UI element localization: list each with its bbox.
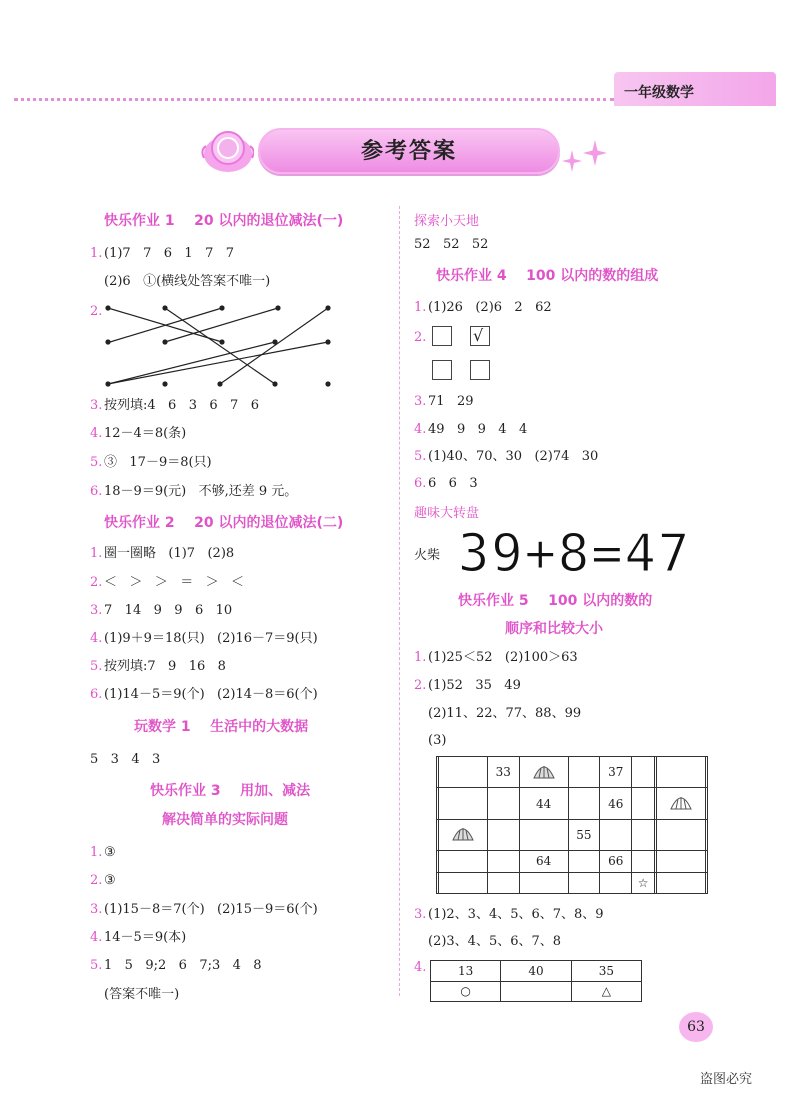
grid-cell: 44: [519, 788, 568, 819]
q-number: 6.: [414, 476, 427, 491]
hw5-q2c: (3): [428, 733, 447, 748]
q4-cell: 35: [571, 961, 641, 982]
q-number: 3.: [414, 907, 427, 922]
q-number: 1.: [90, 845, 103, 860]
q-number: 2.: [90, 575, 103, 590]
hw5-q2b: (2)11、22、77、88、99: [428, 706, 582, 721]
column-divider: [399, 206, 400, 996]
hw3-q2: ③: [104, 873, 116, 888]
hw1-q4: 12－4＝8(条): [104, 426, 187, 441]
grid-cell: 55: [568, 819, 600, 850]
q-number: 2.: [414, 678, 427, 693]
star-icon: ☆: [632, 872, 655, 893]
q-number: 5.: [90, 659, 103, 674]
q-number: 3.: [414, 394, 427, 409]
grid-cell: 66: [600, 851, 632, 872]
header-dotted-line: [14, 98, 614, 101]
hw1-q1b: (2)6 ①(横线处答案不唯一): [104, 274, 271, 289]
answer-box: [470, 360, 490, 380]
q-number: 4.: [414, 960, 427, 975]
hw3-q5: 1 5 9;2 6 7;3 4 8: [104, 958, 262, 973]
q-number: 3.: [90, 603, 103, 618]
grid-cell-shell: [438, 819, 487, 850]
hw4-q1: (1)26 (2)6 2 62: [428, 300, 552, 315]
play1-answer: 5 3 4 3: [90, 752, 161, 767]
hw5-q2a: (1)52 35 49: [428, 678, 521, 693]
matchstick-equation: 39+8=47: [458, 524, 692, 584]
hw4-q3: 71 29: [428, 394, 474, 409]
hw3-title: 快乐作业 3 用加、减法: [150, 783, 311, 799]
hw5-q3a: (1)2、3、4、5、6、7、8、9: [428, 907, 604, 922]
answer-box: [432, 360, 452, 380]
hw2-q6: (1)14－5＝9(个) (2)14－8＝6(个): [104, 687, 318, 702]
grid-cell: 64: [519, 851, 568, 872]
q-number: 6.: [90, 687, 103, 702]
circle-icon: ○: [431, 981, 501, 1002]
hw3-title-line2: 解决简单的实际问题: [162, 812, 288, 828]
hw4-q4: 49 9 9 4 4: [428, 422, 528, 437]
hw3-q4: 14－5＝9(本): [104, 930, 187, 945]
q-number: 4.: [90, 930, 103, 945]
page-title: 参考答案: [360, 139, 457, 164]
sparkle-icon: [583, 140, 607, 166]
q-number: 5.: [90, 455, 103, 470]
q-number: 3.: [90, 398, 103, 413]
hw4-q5: (1)40、70、30 (2)74 30: [428, 449, 599, 464]
q-number: 1.: [90, 246, 103, 261]
sparkle-icon: [562, 150, 582, 172]
hw3-q3: (1)15－8＝7(个) (2)15－9＝6(个): [104, 902, 318, 917]
q-number: 4.: [90, 426, 103, 441]
explore-answer: 52 52 52: [414, 237, 489, 252]
q-number: 2.: [414, 330, 427, 345]
hw5-title: 快乐作业 5 100 以内的数的: [458, 593, 653, 609]
shell-icon: [669, 793, 693, 811]
hw1-q6: 18－9＝9(元) 不够,还差 9 元。: [104, 484, 298, 499]
triangle-icon: △: [571, 981, 641, 1002]
hw3-note: (答案不唯一): [104, 987, 180, 1002]
q-number: 2.: [90, 304, 103, 319]
hw5-title-line2: 顺序和比较大小: [505, 621, 603, 637]
hw5-q3b: (2)3、4、5、6、7、8: [428, 934, 562, 949]
fun-label: 火柴: [414, 548, 441, 563]
header-subject: 一年级数学: [624, 85, 694, 101]
q-number: 4.: [414, 422, 427, 437]
q-number: 1.: [414, 300, 427, 315]
hw5-q1: (1)25＜52 (2)100＞63: [428, 650, 578, 665]
fun-title: 趣味大转盘: [414, 506, 480, 521]
page-number: 63: [679, 1012, 713, 1042]
q-number: 4.: [90, 631, 103, 646]
footer-watermark: 盗图必究: [700, 1072, 753, 1087]
play1-title: 玩数学 1 生活中的大数据: [134, 719, 309, 735]
q-number: 1.: [90, 546, 103, 561]
hw2-q2: ＜ ＞ ＞ ＝ ＞ ＜: [104, 575, 244, 590]
q-number: 6.: [90, 484, 103, 499]
hw2-q5: 按列填:7 9 16 8: [104, 659, 226, 674]
hw1-q5: ③ 17－9＝8(只): [104, 455, 212, 470]
hw4-q6: 6 6 3: [428, 476, 478, 491]
grid-cell: 37: [600, 757, 632, 788]
matching-lines-diagram: [100, 296, 340, 390]
q-number: 5.: [90, 958, 103, 973]
q-number: 2.: [90, 873, 103, 888]
hundred-grid: [436, 756, 708, 894]
q4-cell: 13: [431, 961, 501, 982]
explore-title: 探索小天地: [414, 214, 480, 229]
hw1-title: 快乐作业 1 20 以内的退位减法(一): [104, 213, 344, 229]
shell-icon: [451, 824, 475, 842]
medal-icon: [198, 124, 254, 176]
hw1-q3: 按列填:4 6 3 6 7 6: [104, 398, 259, 413]
check-icon: √: [473, 326, 484, 345]
hw4-title: 快乐作业 4 100 以内的数的组成: [436, 268, 659, 284]
q-number: 5.: [414, 449, 427, 464]
grid-cell-shell: [519, 757, 568, 788]
hw2-q4: (1)9＋9＝18(只) (2)16－7＝9(只): [104, 631, 318, 646]
hw2-q3: 7 14 9 9 6 10: [104, 603, 233, 618]
grid-cell: 33: [487, 757, 519, 788]
q4-cell: 40: [501, 961, 571, 982]
q4-answer-table: [430, 960, 642, 1002]
hw2-q1: 圈一圈略 (1)7 (2)8: [104, 546, 235, 561]
hw3-q1: ③: [104, 845, 116, 860]
answer-box: [432, 326, 452, 346]
shell-icon: [532, 762, 556, 780]
hw2-title: 快乐作业 2 20 以内的退位减法(二): [104, 515, 344, 531]
grid-cell-shell: [657, 788, 706, 819]
q-number: 3.: [90, 902, 103, 917]
q-number: 1.: [414, 650, 427, 665]
grid-cell: 46: [600, 788, 632, 819]
hw1-q1a: (1)7 7 6 1 7 7: [104, 246, 235, 261]
